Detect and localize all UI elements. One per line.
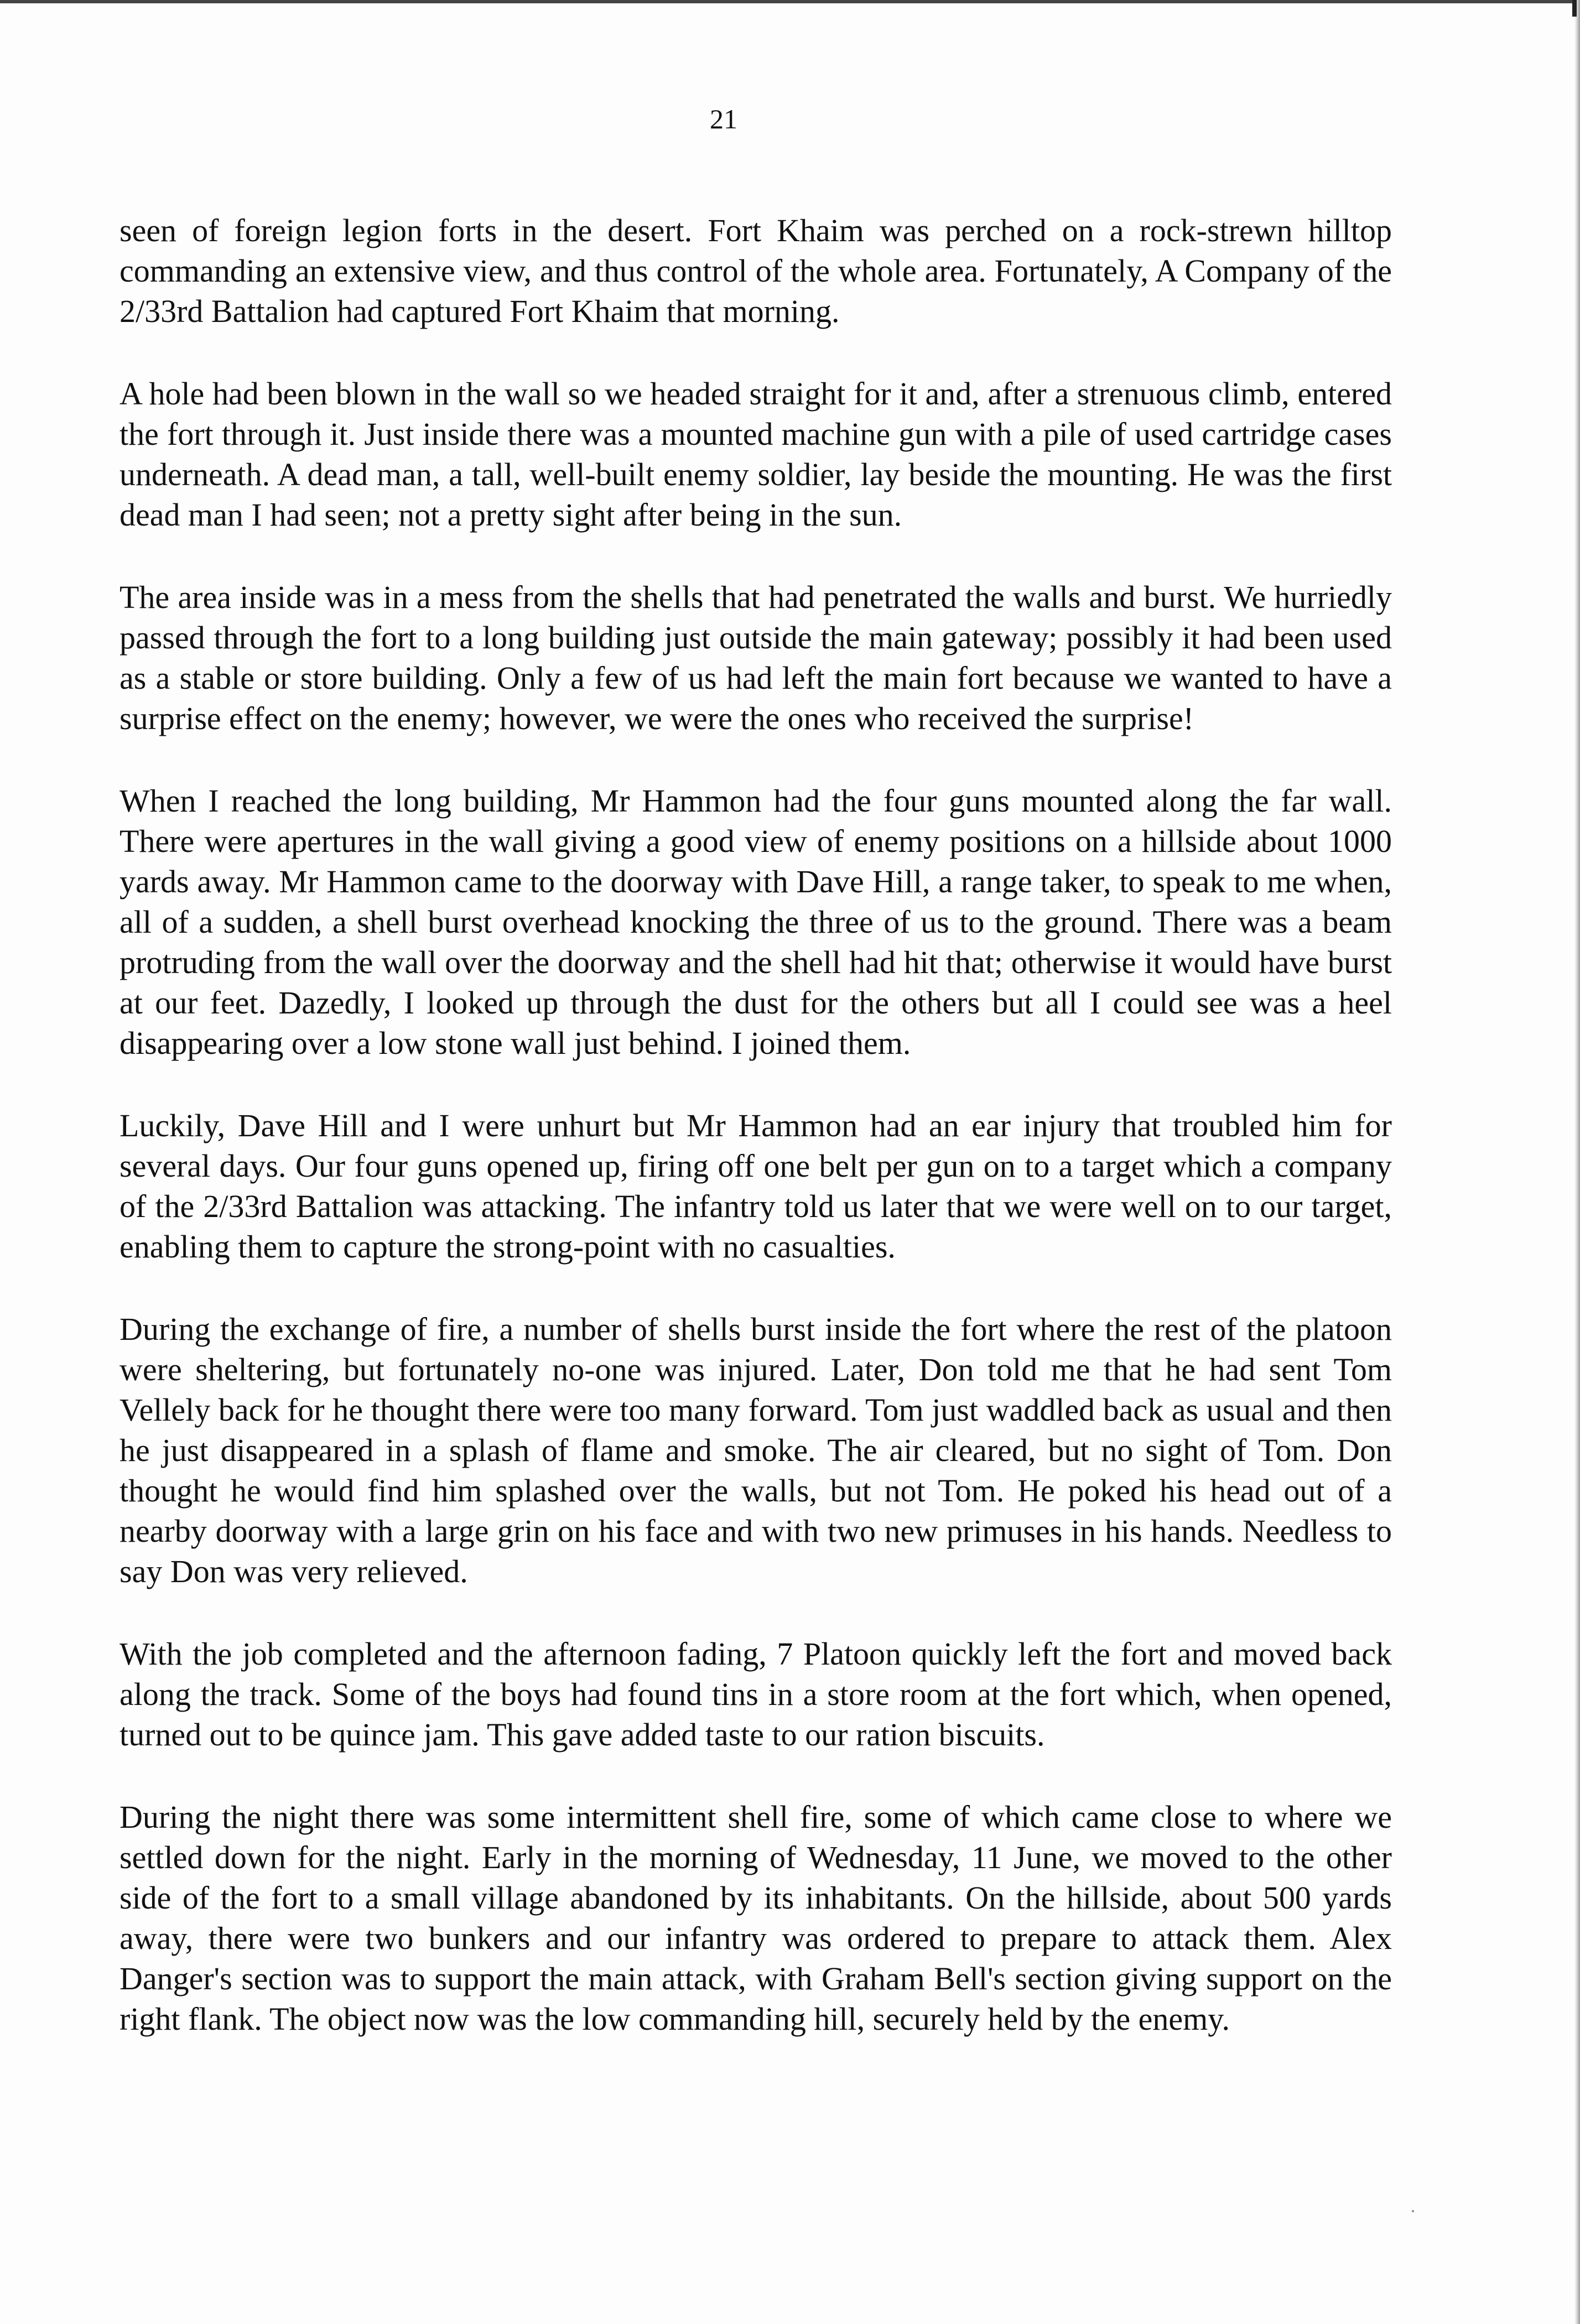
- scan-right-edge: [1574, 0, 1580, 2324]
- paragraph-8: During the night there was some intermittent shell fire, some of which came close to where we settled down for the night. Early in the morning of Wednesday, 11 June, we moved to the other side of the fort to a small village abandoned by its inhabitants. On the hillside, about 500 yards away, there were two bunkers and our infantry was ordered to prepare to attack them. Alex Danger's section was to support the main attack, with Graham Bell's section giving support on the right flank. The object now was the low commanding hill, securely held by the enemy.: [119, 1799, 1392, 2037]
- paragraph-4: When I reached the long building, Mr Hammon had the four guns mounted along the far wall. There were apertures in the wall giving a good view of enemy positions on a hillside about 1000 yards away. Mr Hammon came to the doorway with Dave Hill, a range taker, to speak to me when, all of a sudden, a shell burst overhead knocking the three of us to the ground. There was a beam protruding from the wall over the doorway and the shell had hit that; otherwise it would have burst at our feet. Dazedly, I looked up through the dust for the others but all I could see was a heel disappearing over a low stone wall just behind. I joined them.: [119, 783, 1392, 1061]
- page-number: 21: [710, 103, 737, 134]
- scan-corner-mark: [1572, 0, 1577, 17]
- paragraph-6: During the exchange of fire, a number of shells burst inside the fort where the rest of the platoon were sheltering, but fortunately no-one was injured. Later, Don told me that he had sent Tom Vellely back for he thought there were too many forward. Tom just waddled back as usual and then he just disappeared in a splash of flame and smoke. The air cleared, but no sight of Tom. Don thought he would find him splashed over the walls, but not Tom. He poked his head out of a nearby doorway with a large grin on his face and with two new primuses in his hands. Needless to say Don was very relieved.: [119, 1311, 1392, 1589]
- paragraph-5: Luckily, Dave Hill and I were unhurt but Mr Hammon had an ear injury that troubled him for several days. Our four guns opened up, firing off one belt per gun on to a target which a company of the 2/33rd Battalion was attacking. The infantry told us later that we were well on to our target, enabling them to capture the strong-point with no casualties.: [119, 1108, 1392, 1265]
- scan-top-edge: [0, 0, 1580, 3]
- paragraph-1: seen of foreign legion forts in the desert. Fort Khaim was perched on a rock-strewn hilltop commanding an extensive view, and thus control of the whole area. Fortunately, A Company of the 2/33rd Battalion had captured Fort Khaim that morning.: [119, 212, 1392, 329]
- paragraph-7: With the job completed and the afternoon fading, 7 Platoon quickly left the fort and moved back along the track. Some of the boys had found tins in a store room at the fort which, when opened, turned out to be quince jam. This gave added taste to our ration biscuits.: [119, 1636, 1392, 1753]
- body-text: [119, 210, 1392, 2039]
- paragraph-3: The area inside was in a mess from the shells that had penetrated the walls and burst. We hurriedly passed through the fort to a long building just outside the main gateway; possibly it had been used as a stable or store building. Only a few of us had left the main fort because we wanted to have a surprise effect on the enemy; however, we were the ones who received the surprise!: [119, 579, 1392, 736]
- paragraph-2: A hole had been blown in the wall so we headed straight for it and, after a strenuous climb, entered the fort through it. Just inside there was a mounted machine gun with a pile of used cartridge cases underneath. A dead man, a tall, well-built enemy soldier, lay beside the mounting. He was the first dead man I had seen; not a pretty sight after being in the sun.: [119, 376, 1392, 533]
- scan-speck: [1412, 2210, 1414, 2212]
